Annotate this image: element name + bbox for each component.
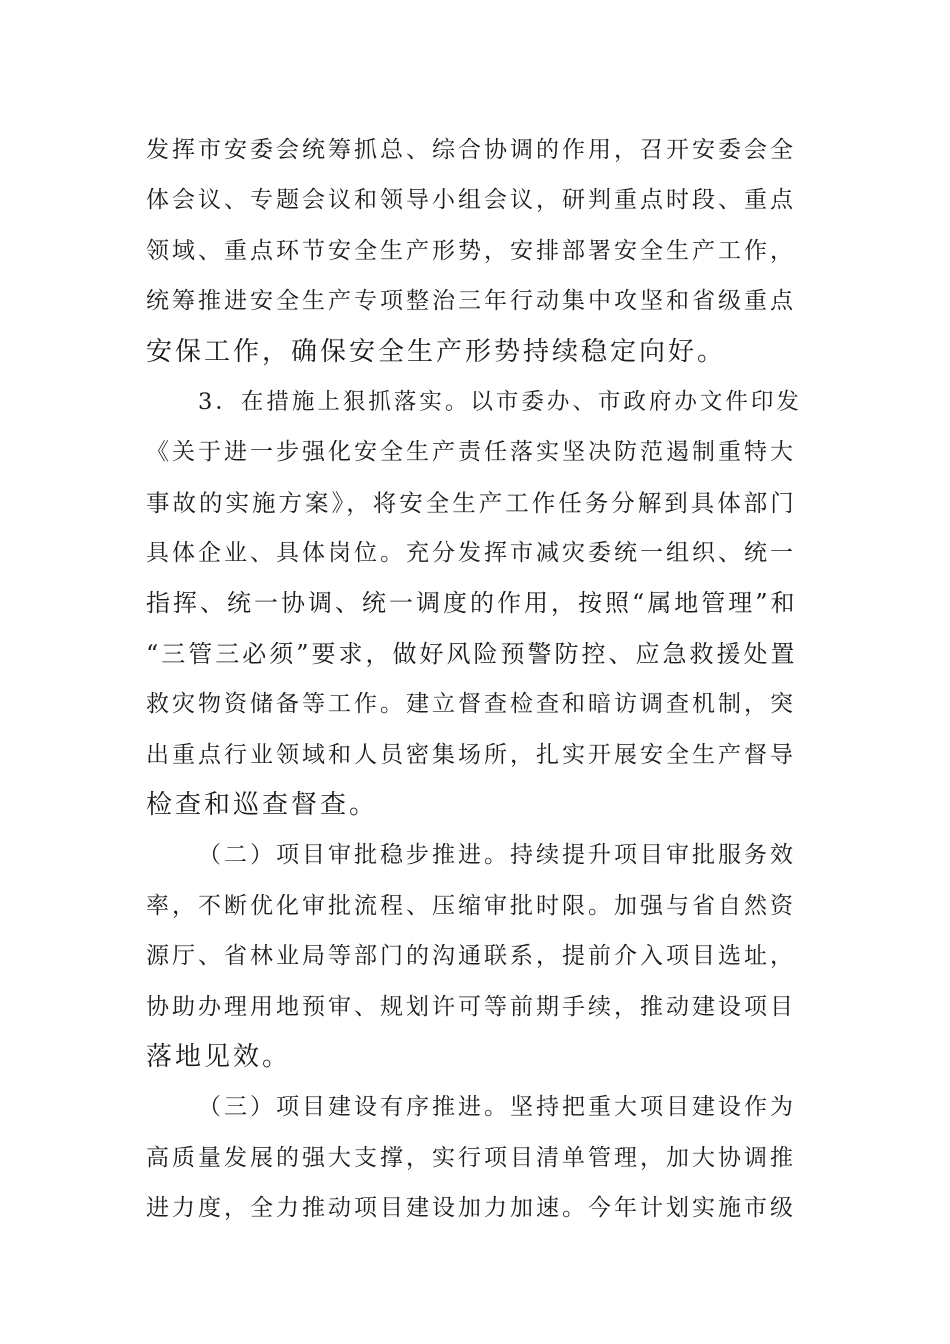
text-line: （三）项目建设有序推进。坚持把重大项目建设作为 — [198, 1094, 796, 1120]
text-line: 领域、重点环节安全生产形势，安排部署安全生产工作， — [146, 238, 796, 264]
text-line: “三管三必须”要求，做好风险预警防控、应急救援处置 — [146, 640, 798, 668]
text-line: 出重点行业领域和人员密集场所，扎实开展安全生产督导 — [146, 742, 796, 768]
text-line: 具体企业、具体岗位。充分发挥市减灾委统一组织、统一 — [146, 540, 796, 566]
text-line: 发挥市安委会统筹抓总、综合协调的作用，召开安委会全 — [146, 137, 796, 163]
text-line: 源厅、省林业局等部门的沟通联系，提前介入项目选址， — [146, 943, 796, 969]
text-line: 事故的实施方案》，将安全生产工作任务分解到具体部门 — [146, 489, 797, 517]
text-line: 高质量发展的强大支撑，实行项目清单管理，加大协调推 — [146, 1145, 796, 1171]
text-line: 检查和巡查督查。 — [146, 790, 379, 820]
text-line: 落地见效。 — [146, 1042, 292, 1072]
text-line: 统筹推进安全生产专项整治三年行动集中攻坚和省级重点 — [146, 288, 796, 314]
text-line: 体会议、专题会议和领导小组会议，研判重点时段、重点 — [146, 187, 796, 213]
text-line: 3．在措施上狠抓落实。以市委办、市政府办文件印发 — [198, 389, 802, 415]
text-line: 救灾物资储备等工作。建立督查检查和暗访调查机制，突 — [146, 691, 796, 717]
text-line: 协助办理用地预审、规划许可等前期手续，推动建设项目 — [146, 994, 796, 1020]
text-line: 《关于进一步强化安全生产责任落实坚决防范遏制重特大 — [146, 439, 796, 465]
text-line: （二）项目审批稳步推进。持续提升项目审批服务效 — [198, 842, 796, 868]
text-line: 进力度，全力推动项目建设加力加速。今年计划实施市级 — [146, 1195, 796, 1221]
text-line: 指挥、统一协调、统一调度的作用，按照“属地管理”和 — [146, 589, 798, 617]
text-line: 安保工作，确保安全生产形势持续稳定向好。 — [146, 337, 727, 367]
text-line: 率，不断优化审批流程、压缩审批时限。加强与省自然资 — [146, 893, 796, 919]
